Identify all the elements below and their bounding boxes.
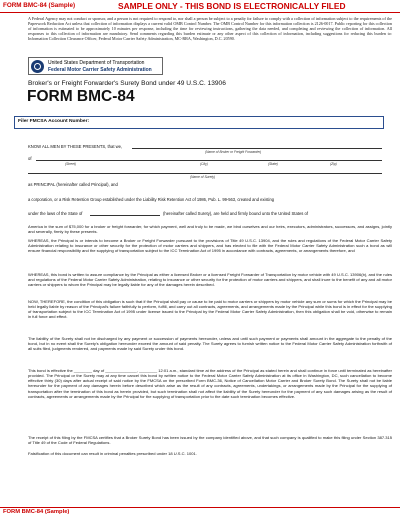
broker-name-label: (Name of Broker or Freight Forwarder) bbox=[205, 150, 262, 154]
form-title: FORM BMC-84 bbox=[27, 88, 135, 105]
form-tag: FORM BMC-84 (Sample) bbox=[3, 2, 76, 9]
principal-text: as PRINCIPAL (hereinafter called Principal), and bbox=[28, 182, 118, 187]
bond-amount-paragraph: America in the sum of $75,000 for a broker or freight forwarder, for which payment, well and truly to be made, we bind ourselves and our heirs, executors, administrators, successors, and assigns, jointly and severally, firmly by these presents. bbox=[28, 224, 392, 235]
surety-name-line[interactable] bbox=[28, 173, 382, 174]
laws-continued-text: (hereinafter called Surety), are held and firmly bound unto the United States of bbox=[163, 211, 309, 216]
agency-name: Federal Motor Carrier Safety Administration bbox=[48, 66, 152, 73]
address-line[interactable] bbox=[36, 160, 382, 161]
receipt-paragraph: The receipt of this filing by the FMCSA certifies that a Broker Surety Bond has been issued by the company identified above, and that such company is qualified to make this filing under Section 387.315 of Title 49 of the Code of Federal Regulations. bbox=[28, 435, 392, 446]
agency-department: United States Department of Transportation bbox=[48, 60, 145, 66]
whereas-paragraph-1: WHEREAS, the Principal is or intends to become a Broker or Freight Forwarder pursuant to the provisions of Title 49 U.S.C. 13904, and the rules and regulations of the Federal Motor Carrier Safety Administration relating to insurance or other security for the protection of motor carriers and shippers, and has elected to file with the Federal Motor Carrier Safety Administration such a bond as will ensure financial responsibility and the supplying of transportation subject to the ICC Termination Act of 1995 in accordance with contracts, agreements, or arrangements therefore, and bbox=[28, 238, 392, 254]
corporation-text: a corporation, or a Risk Retention Group established under the Liability Risk Retention Act of 1986, Pub. L. 99-563, created and existing bbox=[28, 197, 274, 202]
header-bar bbox=[0, 0, 400, 13]
agency-logo bbox=[28, 57, 163, 75]
broker-name-line[interactable] bbox=[132, 148, 382, 149]
now-therefore-paragraph: NOW, THEREFORE, the condition of this obligation is such that if the Principal shall pay or cause to be paid to motor carriers or shippers by motor vehicle any sum or sums for which the Principal may be held legally liable by reason of the Principal's failure faithfully to perform, fulfill, and carry out all contracts, agreements, and arrangements made by the Principal while this bond is in effect for the supplying of transportation subject to the ICC Termination Act of 1995 under license issued to the Principal by the Federal Motor Carrier Safety Administration, then this obligation shall be void, otherwise to remain in full force and effect. bbox=[28, 299, 392, 320]
state-label: (State) bbox=[268, 162, 278, 166]
footer-bar bbox=[0, 507, 400, 517]
of-text: of bbox=[28, 156, 32, 161]
street-label: (Street) bbox=[65, 162, 76, 166]
city-label: (City) bbox=[200, 162, 208, 166]
state-of-incorporation-line[interactable] bbox=[90, 215, 160, 216]
surety-name-label: (Name of Surety) bbox=[190, 175, 216, 179]
dot-seal-icon bbox=[31, 60, 44, 73]
paperwork-notice: A Federal Agency may not conduct or sponsor, and a person is not required to respond to, nor shall a person be subject to a penalty for failure to comply with a collection of information subject to the requirements of the Paperwork Reduction Act unless that collection of information displays a current valid OMB Control Number. The OMB Control Number for this information collection is 2126-0017. Public reporting for this collection of information is estimated to be approximately 10 minutes per response, including the time for reviewing instructions, gathering the data needed, and completing and reviewing the collection of information. All responses to this collection of information are mandatory. Send comments regarding this burden estimate or any other aspect of this collection of information, including suggestions for reducing this burden to: Information Collection Clearance Officer, Federal Motor Carrier Safety Administration, MC-RRA, Washington, D.C. 20590. bbox=[28, 16, 392, 42]
zip-label: (Zip) bbox=[330, 162, 337, 166]
account-number-label: Filer FMCSA Account Number: bbox=[18, 119, 90, 124]
falsification-paragraph: Falsification of this document can result in criminal penalties prescribed under 18 U.S.C. 1001. bbox=[28, 451, 197, 456]
laws-text: under the laws of the State of bbox=[28, 211, 83, 216]
liability-paragraph: The liability of the Surety shall not be discharged by any payment or succession of payments hereunder, unless and until such payment or payments shall amount in the aggregate to the penalty of the bond, but in no event shall the Surety's obligation hereunder exceed the amount of said penalty. The Surety agrees to furnish written notice to the Federal Motor Carrier Safety Administration forthwith of all suits filed, judgments rendered, and payments made by said Surety under this bond. bbox=[28, 336, 392, 352]
form-subtitle: Broker's or Freight Forwarder's Surety Bond under 49 U.S.C. 13906 bbox=[28, 80, 226, 87]
effective-date-paragraph: This bond is effective the ________ day of ______________, ________ 12:01 a.m., standard time at the address of the Principal as stated herein and shall continue in force until terminated as hereinafter provided. The Principal or the Surety may at any time cancel this bond by written notice to the Federal Motor Carrier Safety Administration at its office in Washington, DC, such cancellation to become effective thirty (30) days after actual receipt of said notice by the FMCSA on the prescribed Form BMC-36, Notice of Cancellation Motor Carrier and Broker Surety Bond. The Surety shall not be liable hereunder for the payment of any damages herein before described which arise as the result of any contracts, agreements, undertakings, or arrangements made by the Principal for the supplying of transportation after the termination of this bond as herein provided, but such termination shall not affect the liability of the Surety hereunder for the payment of any such damages arising as the result of contracts, agreements or arrangements made by the Principal for the supplying of transportation prior to the date such termination becomes effective. bbox=[28, 368, 392, 399]
account-number-field[interactable] bbox=[14, 116, 384, 129]
footer-form-tag: FORM BMC-84 (Sample) bbox=[3, 509, 70, 515]
know-all-text: KNOW ALL MEN BY THESE PRESENTS, that we, bbox=[28, 144, 123, 149]
sample-banner: SAMPLE ONLY - THIS BOND IS ELECTRONICALLY FILED bbox=[118, 1, 346, 11]
whereas-paragraph-2: WHEREAS, this bond is written to assure compliance by the Principal as either a licensed Broker or a licensed Freight Forwarder of Transportation by motor vehicle with 49 U.S.C. 13906(b), and the rules and regulations of the Federal Motor Carrier Safety Administration, relating to insurance or other security for the protection of motor carriers and shippers, and shall inure to the benefit of any and all motor carriers or shippers to whom the Principal may be legally liable for any of the damages herein described. bbox=[28, 272, 392, 288]
